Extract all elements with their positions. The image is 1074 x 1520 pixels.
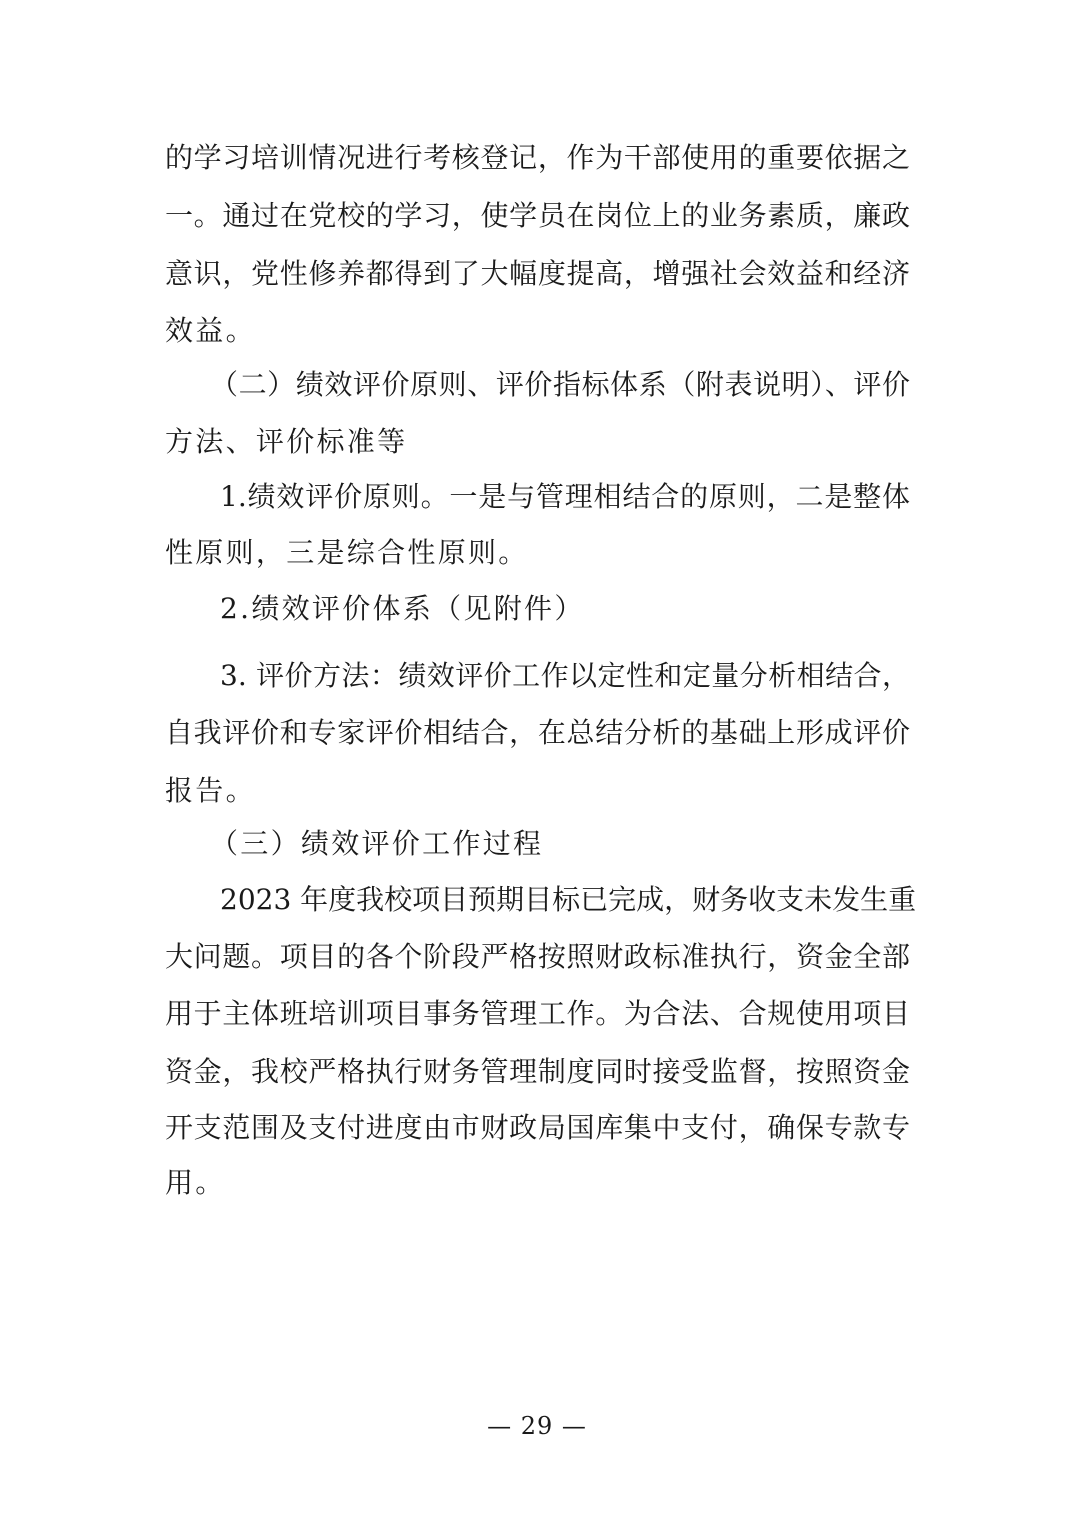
- text-line: 开支范围及支付进度由市财政局国库集中支付，确保专款专: [165, 1111, 910, 1144]
- text-line: 大问题。项目的各个阶段严格按照财政标准执行，资金全部: [165, 940, 910, 973]
- section-heading-line: （三）绩效评价工作过程: [210, 827, 544, 860]
- text-line: 2.绩效评价体系（见附件）: [220, 592, 585, 625]
- text-line: 效益。: [165, 314, 256, 347]
- text-line: 用。: [165, 1166, 226, 1199]
- text-line: 意识，党性修养都得到了大幅度提高，增强社会效益和经济: [165, 257, 910, 290]
- section-heading-line: （二）绩效评价原则、评价指标体系（附表说明）、评价: [210, 368, 910, 401]
- page-number: — 29 —: [487, 1412, 587, 1440]
- text-line: 用于主体班培训项目事务管理工作。为合法、合规使用项目: [165, 997, 910, 1030]
- text-line: 性原则，三是综合性原则。: [165, 536, 529, 569]
- text-line: 自我评价和专家评价相结合，在总结分析的基础上形成评价: [165, 716, 910, 749]
- text-line: 3. 评价方法：绩效评价工作以定性和定量分析相结合，: [220, 659, 910, 692]
- section-heading-line: 方法、评价标准等: [165, 425, 408, 458]
- text-line: 2023 年度我校项目预期目标已完成，财务收支未发生重: [220, 883, 917, 916]
- text-line: 资金，我校严格执行财务管理制度同时接受监督，按照资金: [165, 1055, 910, 1088]
- text-line: 1.绩效评价原则。一是与管理相结合的原则，二是整体: [220, 480, 910, 513]
- text-line: 的学习培训情况进行考核登记，作为干部使用的重要依据之: [165, 141, 910, 174]
- text-line: 一。通过在党校的学习，使学员在岗位上的业务素质，廉政: [165, 199, 910, 232]
- text-line: 报告。: [165, 774, 256, 807]
